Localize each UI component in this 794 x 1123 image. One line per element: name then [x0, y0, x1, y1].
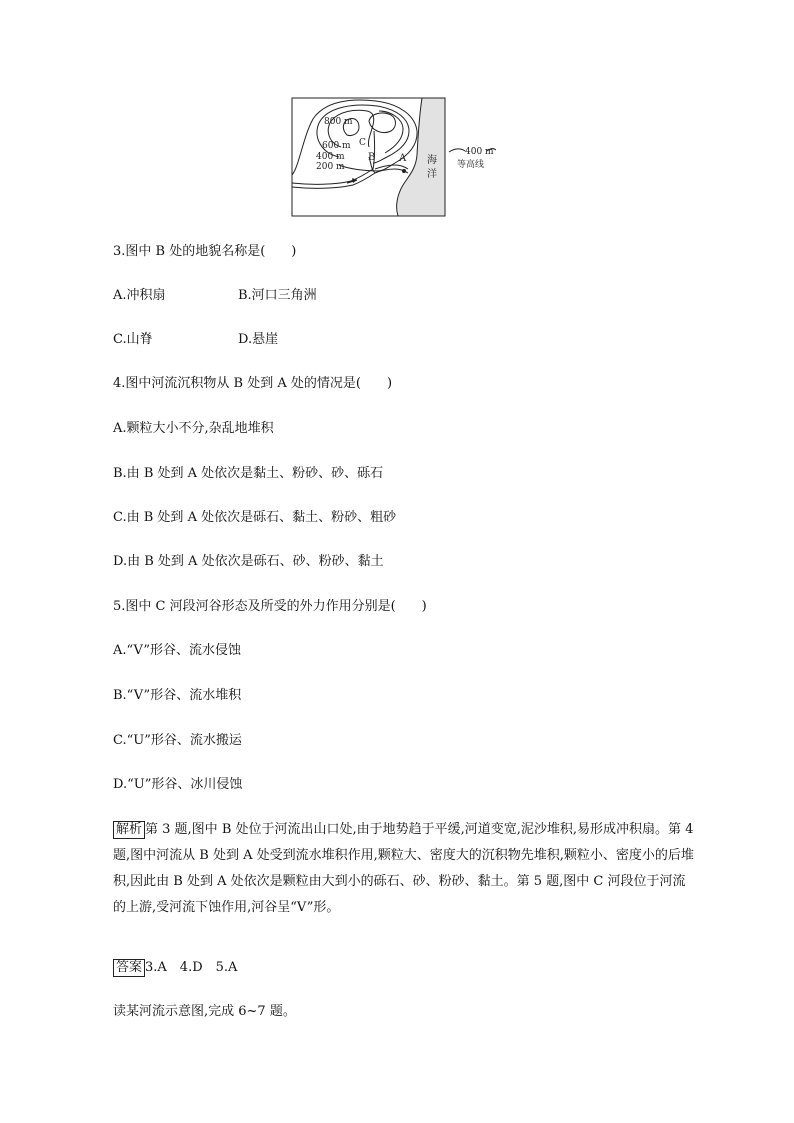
q3-option-c: C.山脊 — [113, 332, 153, 347]
point-a-dot — [402, 169, 406, 173]
legend-value: 400 m — [465, 147, 494, 157]
q5-option-c: C.“U”形谷、流水搬运 — [113, 733, 242, 748]
analysis-text: 第 3 题,图中 B 处位于河流出山口处,由于地势趋于平缓,河道变宽,泥沙堆积,易形成冲积扇。第 4 题,图中河流从 B 处到 A 处受到流水堆积作用,颗粒大、密度大的沉积物先堆积,颗粒小、密度小的后堆积,因此由 B 处到 A 处依次是颗粒由大到小的砾石、砂、粉砂、黏土。第 5 题,图中 C 河段位于河流的上游,受河流下蚀作用,河谷呈“V”形。 — [113, 822, 694, 915]
label-800: 800 m — [324, 117, 353, 127]
answer-text: 3.A 4.D 5.A — [145, 960, 238, 975]
q4-option-b: B.由 B 处到 A 处依次是黏土、粉砂、砂、砾石 — [113, 466, 384, 481]
q3-option-d: D.悬崖 — [238, 332, 279, 347]
label-sea-1: 海 — [427, 155, 437, 166]
legend-label: 等高线 — [457, 160, 485, 170]
label-point-b: B — [368, 152, 376, 163]
label-600: 600 m — [322, 141, 351, 151]
q5-stem: 5.图中 C 河段河谷形态及所受的外力作用分别是( ) — [113, 599, 427, 614]
answer-block — [113, 958, 237, 978]
legend-line-left — [449, 149, 465, 152]
analysis-tag: 解析 — [113, 821, 145, 839]
q4-option-d: D.由 B 处到 A 处依次是砾石、砂、粉砂、黏土 — [113, 554, 384, 569]
q3-stem: 3.图中 B 处的地貌名称是( ) — [113, 244, 297, 259]
label-200: 200 m — [316, 162, 345, 172]
q4-option-a: A.颗粒大小不分,杂乱地堆积 — [113, 421, 274, 436]
label-point-a: A — [399, 153, 407, 164]
q3-option-a: A.冲积扇 — [113, 288, 166, 303]
q4-stem: 4.图中河流沉积物从 B 处到 A 处的情况是( ) — [113, 376, 393, 391]
contour-map-svg — [291, 97, 496, 218]
label-point-c: C — [359, 138, 366, 148]
contour-map-figure — [291, 97, 496, 218]
q4-option-c: C.由 B 处到 A 处依次是砾石、黏土、粉砂、粗砂 — [113, 510, 397, 525]
q5-option-a: A.“V”形谷、流水侵蚀 — [113, 643, 242, 658]
analysis-block — [113, 817, 698, 921]
q5-option-d: D.“U”形谷、冰川侵蚀 — [113, 777, 243, 792]
q5-option-b: B.“V”形谷、流水堆积 — [113, 688, 242, 703]
label-sea-2: 洋 — [427, 169, 437, 180]
label-400: 400 m — [316, 152, 345, 162]
next-instruction: 读某河流示意图,完成 6~7 题。 — [113, 1004, 296, 1019]
answer-tag: 答案 — [113, 959, 145, 977]
q3-option-b: B.河口三角洲 — [238, 288, 317, 303]
